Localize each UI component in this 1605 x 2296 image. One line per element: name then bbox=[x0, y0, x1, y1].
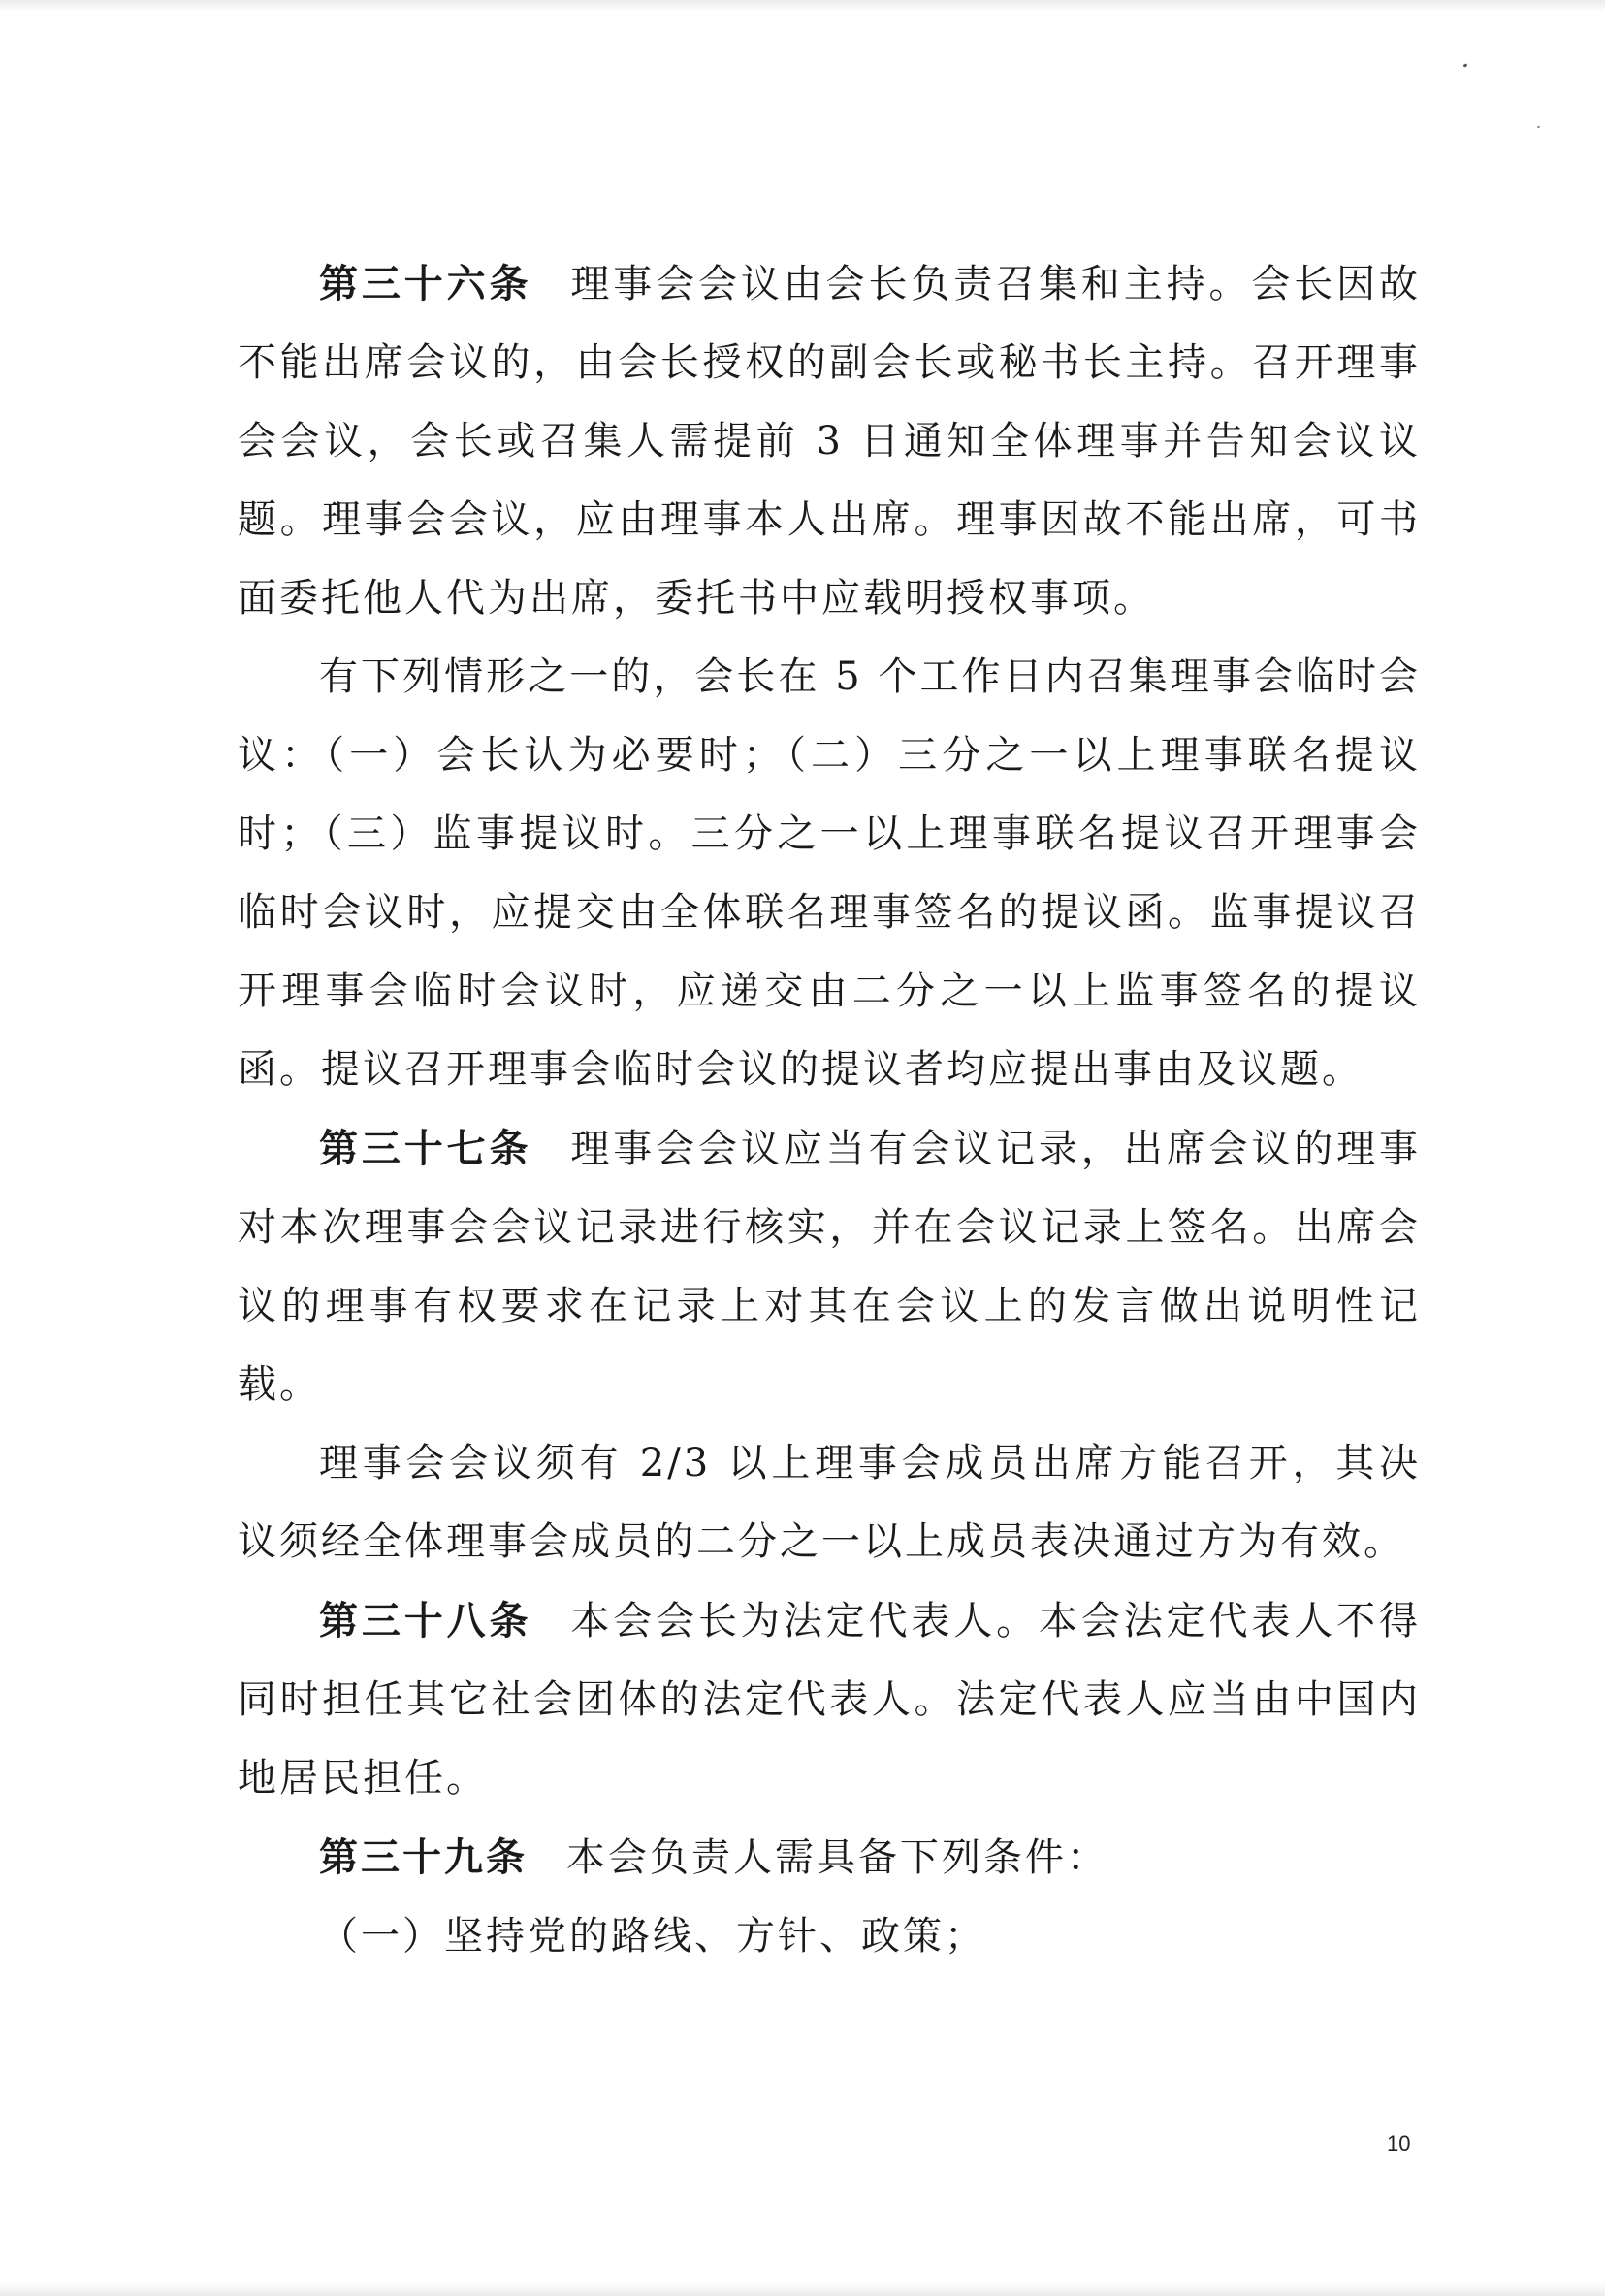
temporary-meeting-paragraph bbox=[238, 638, 1421, 1109]
scan-speck bbox=[1537, 125, 1541, 128]
article-36-paragraph bbox=[238, 244, 1421, 638]
article-39-title: 第三十九条 bbox=[319, 1834, 528, 1880]
article-38-title: 第三十八条 bbox=[319, 1598, 532, 1643]
scan-edge-bottom bbox=[0, 2282, 1605, 2296]
article-37-paragraph bbox=[238, 1109, 1421, 1424]
article-39-paragraph bbox=[238, 1818, 1421, 1897]
scan-edge-top bbox=[0, 0, 1605, 12]
article-36-text: 理事会会议由会长负责召集和主持。会长因故不能出席会议的，由会长授权的副会长或秘书长主持。召开理事会会议，会长或召集人需提前 3 日通知全体理事并告知会议议题。理事会会议，应由理事本人出席。理事因故不能出席，可书面委托他人代为出席，委托书中应载明授权事项。 bbox=[238, 262, 1421, 621]
article-38-paragraph bbox=[238, 1581, 1421, 1818]
article-37-text: 理事会会议应当有会议记录，出席会议的理事对本次理事会会议记录进行核实，并在会议记录上签名。出席会议的理事有权要求在记录上对其在会议上的发言做出说明性记载。 bbox=[238, 1127, 1421, 1407]
condition-item-1 bbox=[238, 1897, 1421, 1976]
quorum-text: 理事会会议须有 2/3 以上理事会成员出席方能召开，其决议须经全体理事会成员的二分之一以上成员表决通过方为有效。 bbox=[238, 1441, 1421, 1564]
article-38-text: 本会会长为法定代表人。本会法定代表人不得同时担任其它社会团体的法定代表人。法定代表人应当由中国内地居民担任。 bbox=[238, 1599, 1421, 1801]
article-39-text: 本会负责人需具备下列条件： bbox=[566, 1835, 1108, 1880]
article-37-title: 第三十七条 bbox=[319, 1126, 532, 1171]
temporary-meeting-text: 有下列情形之一的，会长在 5 个工作日内召集理事会临时会议：（一）会长认为必要时；（二）三分之一以上理事联名提议时；（三）监事提议时。三分之一以上理事联名提议召开理事会临时会议时，应提交由全体联名理事签名的提议函。监事提议召开理事会临时会议时，应递交由二分之一以上监事签名的提议函。提议召开理事会临时会议的提议者均应提出事由及议题。 bbox=[238, 654, 1421, 1092]
article-36-title: 第三十六条 bbox=[319, 261, 532, 306]
condition-item-1-text: （一）坚持党的路线、方针、政策； bbox=[319, 1914, 986, 1959]
scan-speck bbox=[1463, 63, 1468, 68]
quorum-paragraph bbox=[238, 1424, 1421, 1581]
page-number: 10 bbox=[1387, 2131, 1411, 2155]
document-body bbox=[238, 244, 1421, 1976]
